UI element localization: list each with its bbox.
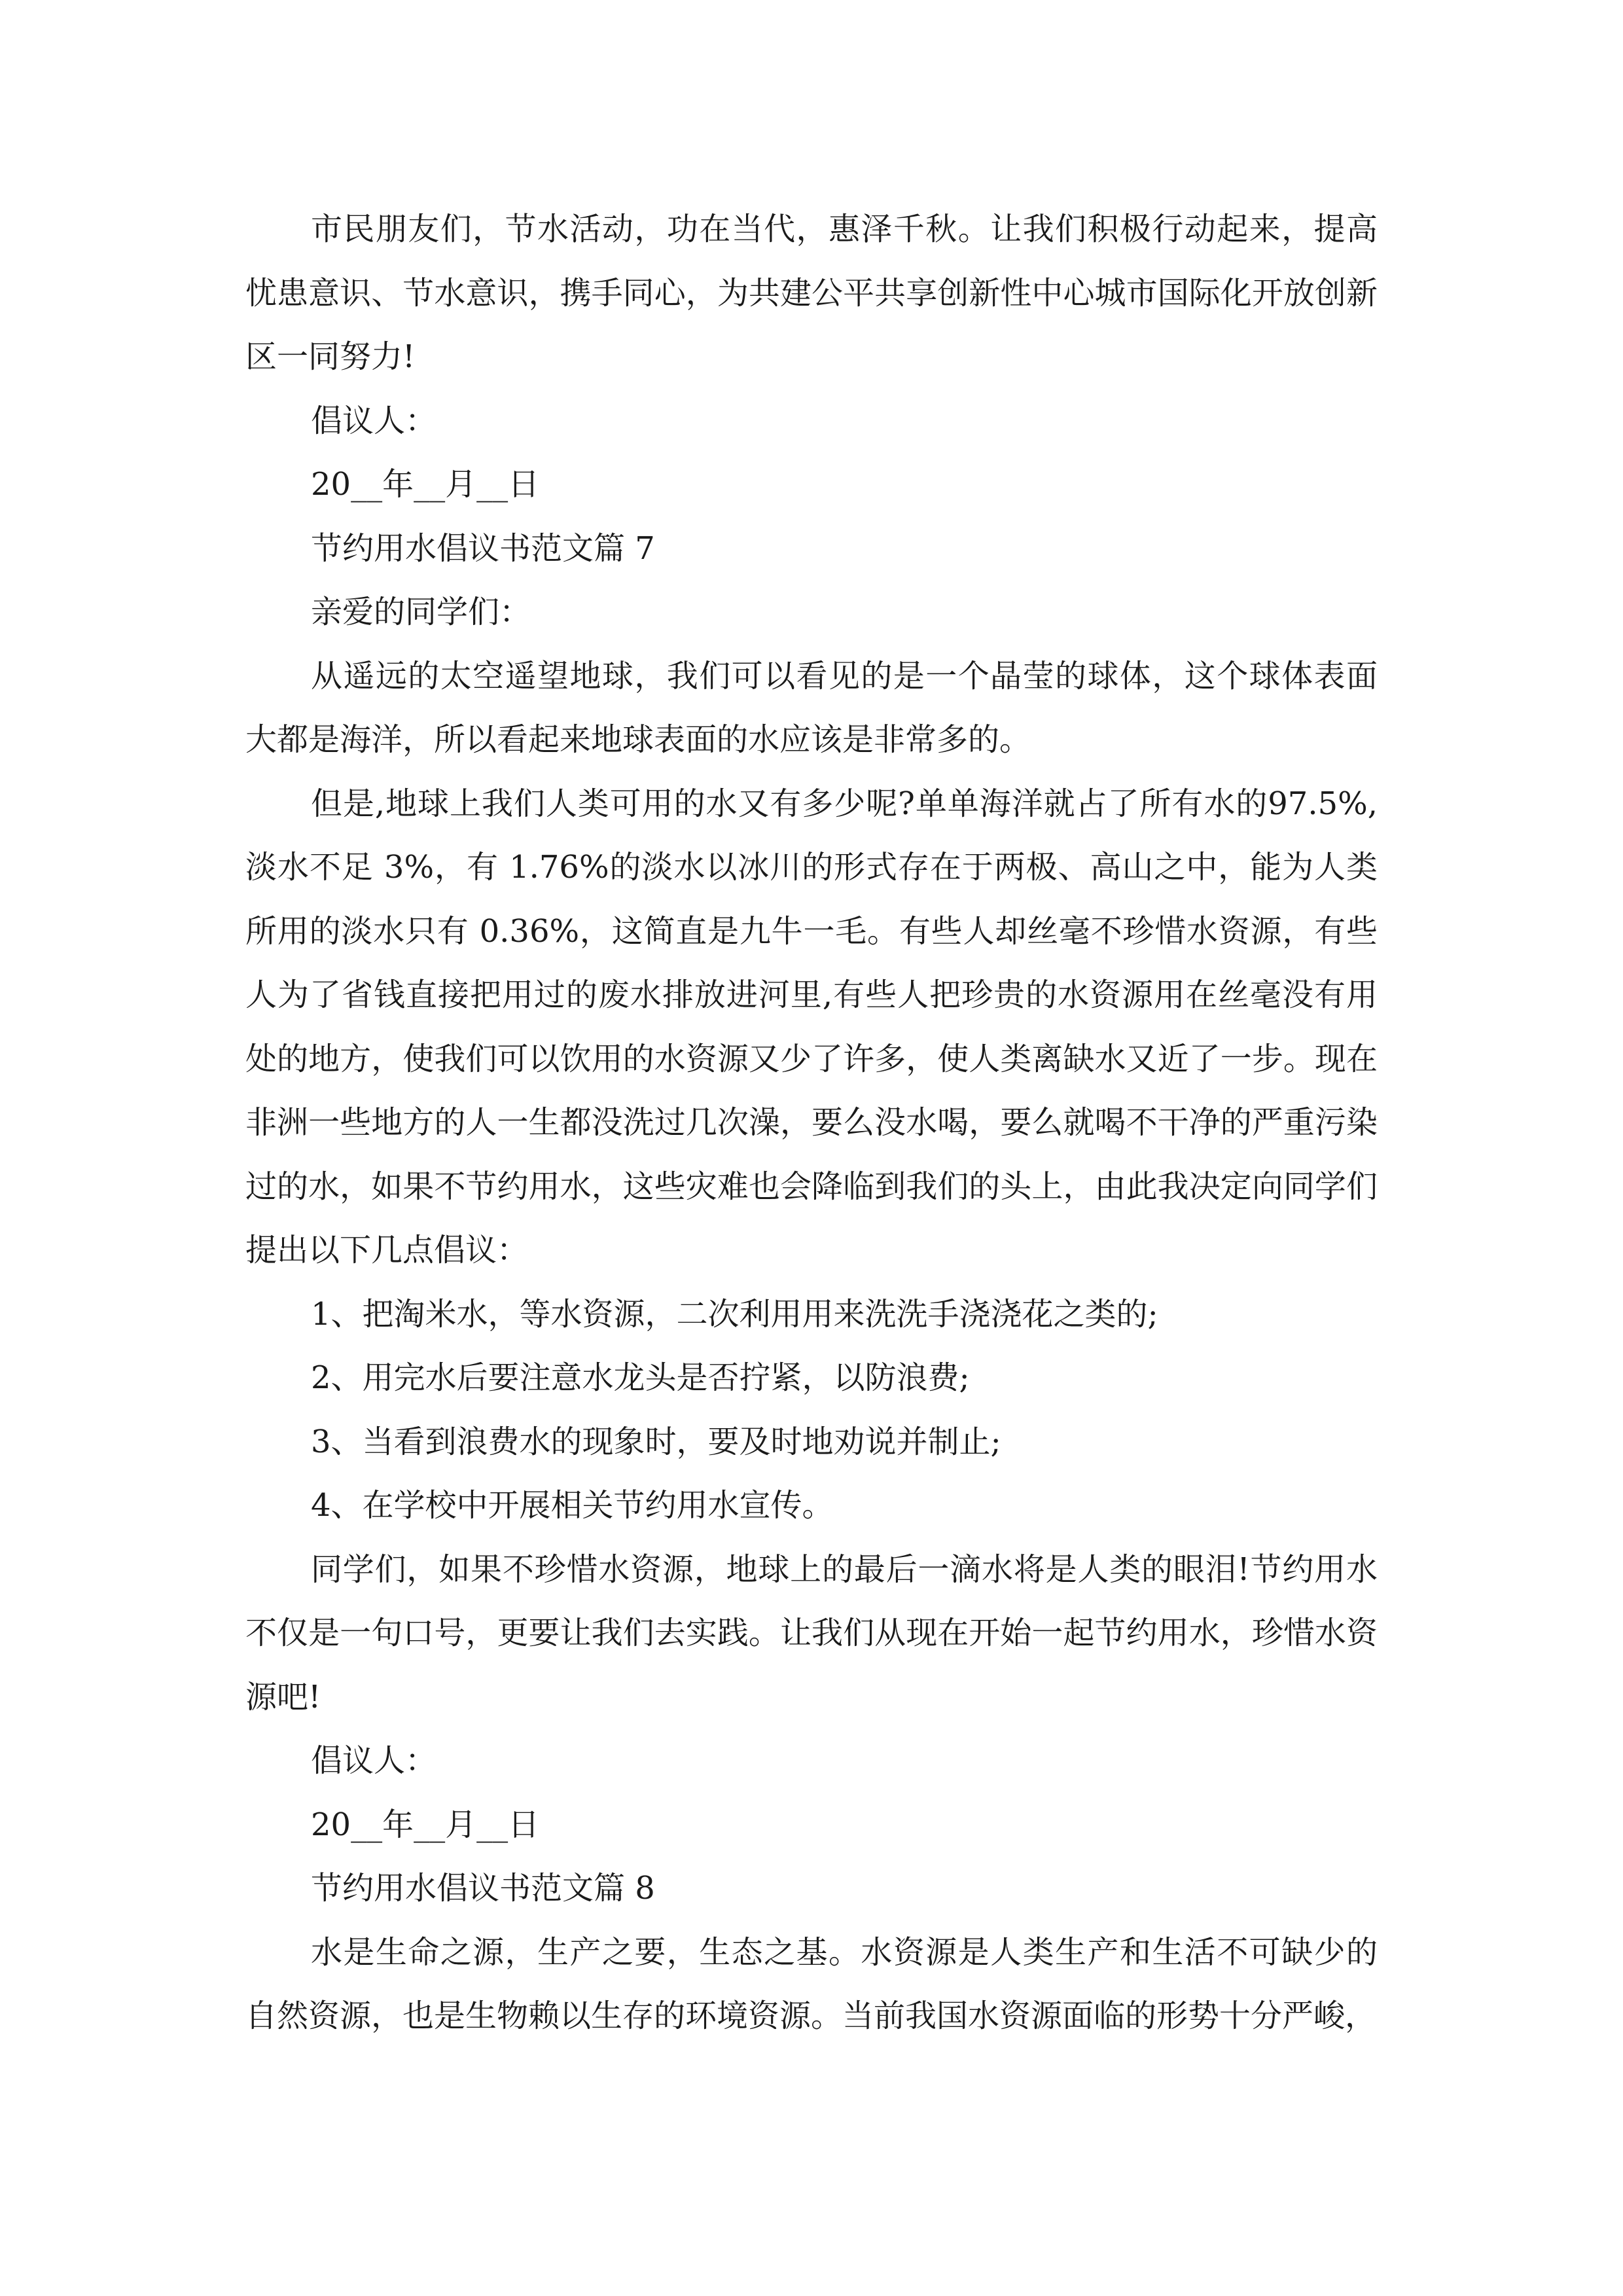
body-paragraph: 水是生命之源，生产之要，生态之基。水资源是人类生产和生活不可缺少的自然资源，也是生物赖以生存的环境资源。当前我国水资源面临的形势十分严峻， [245, 1933, 1378, 2034]
body-paragraph: 同学们，如果不珍惜水资源，地球上的最后一滴水将是人类的眼泪!节约用水不仅是一句口号，更要让我们去实践。让我们从现在开始一起节约用水，珍惜水资源吧! [245, 1551, 1378, 1715]
list-item: 2、用完水后要注意水龙头是否拧紧，以防浪费; [311, 1359, 970, 1396]
signature-label: 倡议人： [311, 402, 437, 439]
list-item: 4、在学校中开展相关节约用水宣传。 [311, 1487, 834, 1524]
section-heading: 节约用水倡议书范文篇 8 [311, 1870, 655, 1907]
salutation: 亲爱的同学们： [311, 594, 531, 630]
signature-label: 倡议人： [311, 1742, 437, 1779]
date-line: 20__年__月__日 [311, 466, 540, 503]
date-line: 20__年__月__日 [311, 1806, 540, 1843]
body-paragraph: 但是,地球上我们人类可用的水又有多少呢?单单海洋就占了所有水的97.5%,淡水不足 3%，有 1.76%的淡水以冰川的形式存在于两极、高山之中，能为人类所用的淡水只有 0.36%，这简直是九牛一毛。有些人却丝毫不珍惜水资源，有些人为了省钱直接把用过的废水排放进河里,有些人把珍贵的水资源用在丝毫没有用处的地方，使我们可以饮用的水资源又少了许多，使人类离缺水又近了一步。现在非洲一些地方的人一生都没洗过几次澡，要么没水喝，要么就喝不干净的严重污染过的水，如果不节约用水，这些灾难也会降临到我们的头上，由此我决定向同学们提出以下几点倡议： [245, 785, 1378, 1268]
document-body [245, 198, 1378, 2049]
section-heading: 节约用水倡议书范文篇 7 [311, 529, 655, 567]
closing-paragraph: 市民朋友们，节水活动，功在当代，惠泽千秋。让我们积极行动起来，提高忧患意识、节水意识，携手同心，为共建公平共享创新性中心城市国际化开放创新区一同努力! [245, 211, 1378, 375]
list-item: 3、当看到浪费水的现象时，要及时地劝说并制止; [311, 1423, 1001, 1460]
list-item: 1、把淘米水，等水资源，二次利用用来洗洗手浇浇花之类的; [311, 1295, 1158, 1333]
body-paragraph: 从遥远的太空遥望地球，我们可以看见的是一个晶莹的球体，这个球体表面大都是海洋，所以看起来地球表面的水应该是非常多的。 [245, 657, 1378, 758]
